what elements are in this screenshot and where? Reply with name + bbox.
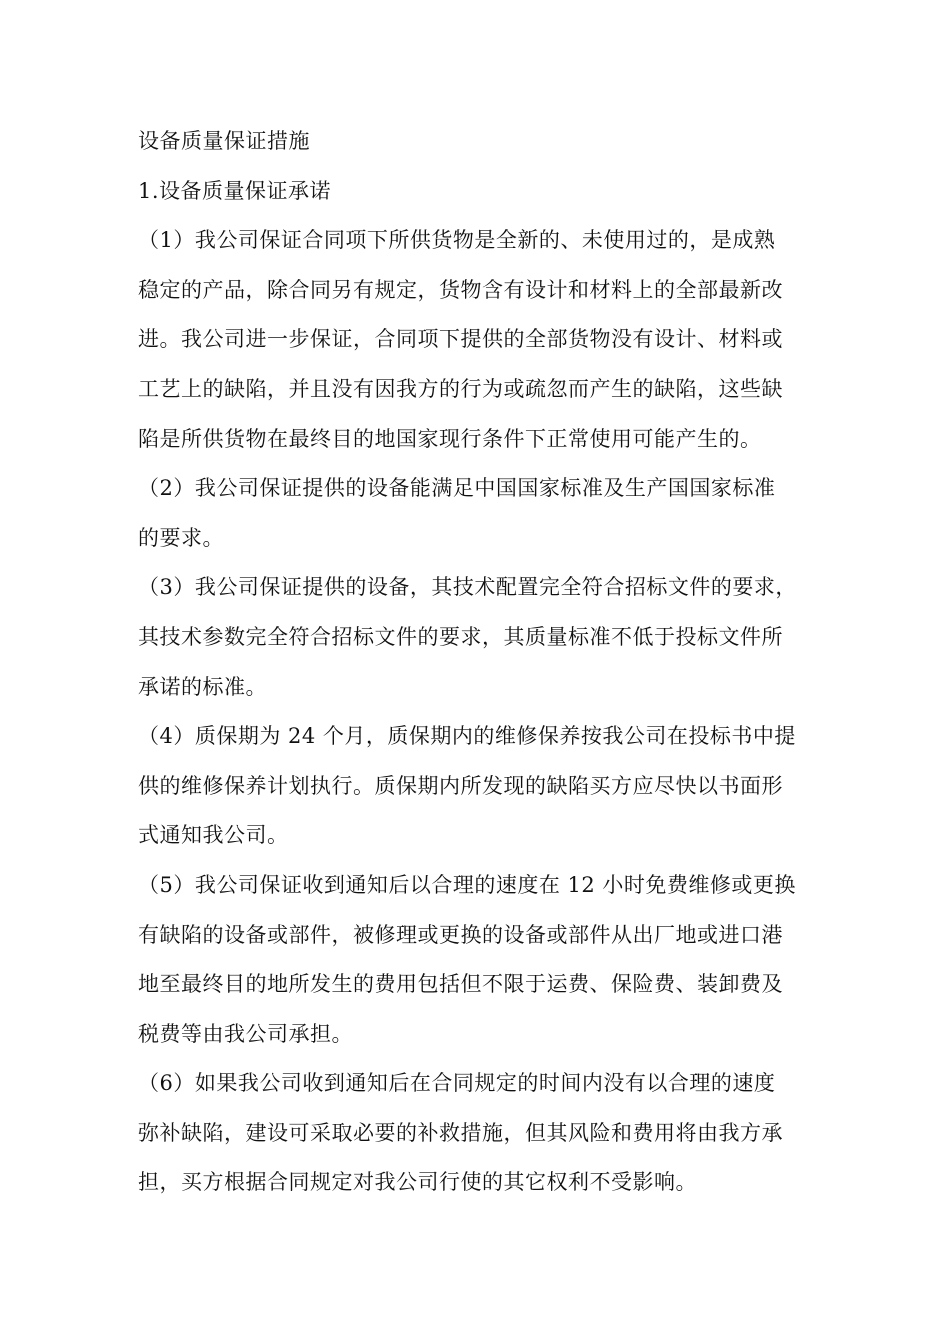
document-title: 设备质量保证措施 (138, 129, 310, 153)
paragraph-2 (138, 464, 814, 563)
paragraph-line: （5）我公司保证收到通知后以合理的速度在 12 小时免费维修或更换 (138, 872, 796, 897)
paragraph-line: 其技术参数完全符合招标文件的要求，其质量标准不低于投标文件所 (138, 624, 783, 649)
paragraph-line: 的要求。 (138, 525, 224, 550)
document-page (138, 117, 814, 1208)
paragraph-6 (138, 1059, 814, 1208)
paragraph-line: （3）我公司保证提供的设备，其技术配置完全符合招标文件的要求， (138, 575, 797, 600)
paragraph-line: （1）我公司保证合同项下所供货物是全新的、未使用过的，是成熟 (138, 228, 776, 253)
paragraph-line: 税费等由我公司承担。 (138, 1021, 353, 1046)
paragraph-line: 陷是所供货物在最终目的地国家现行条件下正常使用可能产生的。 (138, 426, 762, 451)
paragraph-line: 担，买方根据合同规定对我公司行使的其它权利不受影响。 (138, 1170, 697, 1195)
paragraph-line: 式通知我公司。 (138, 823, 289, 848)
paragraph-line: 承诺的标准。 (138, 674, 267, 699)
paragraph-line: 稳定的产品，除合同另有规定，货物含有设计和材料上的全部最新改 (138, 277, 783, 302)
paragraph-5 (138, 861, 814, 1059)
section-heading: 1.设备质量保证承诺 (138, 178, 332, 203)
paragraph-line: 进。我公司进一步保证，合同项下提供的全部货物没有设计、材料或 (138, 327, 783, 352)
paragraph-3 (138, 563, 814, 712)
paragraph-line: 有缺陷的设备或部件，被修理或更换的设备或部件从出厂地或进口港 (138, 922, 783, 947)
paragraph-line: （6）如果我公司收到通知后在合同规定的时间内没有以合理的速度 (138, 1071, 776, 1096)
paragraph-line: （4）质保期为 24 个月，质保期内的维修保养按我公司在投标书中提 (138, 724, 796, 749)
paragraph-line: 弥补缺陷，建设可采取必要的补救措施，但其风险和费用将由我方承 (138, 1120, 783, 1145)
paragraph-line: （2）我公司保证提供的设备能满足中国国家标准及生产国国家标准 (138, 476, 776, 501)
paragraph-line: 工艺上的缺陷，并且没有因我方的行为或疏忽而产生的缺陷，这些缺 (138, 376, 783, 401)
paragraph-line: 地至最终目的地所发生的费用包括但不限于运费、保险费、装卸费及 (138, 972, 783, 997)
paragraph-line: 供的维修保养计划执行。质保期内所发现的缺陷买方应尽快以书面形 (138, 773, 783, 798)
paragraph-1 (138, 216, 814, 464)
paragraph-4 (138, 712, 814, 861)
